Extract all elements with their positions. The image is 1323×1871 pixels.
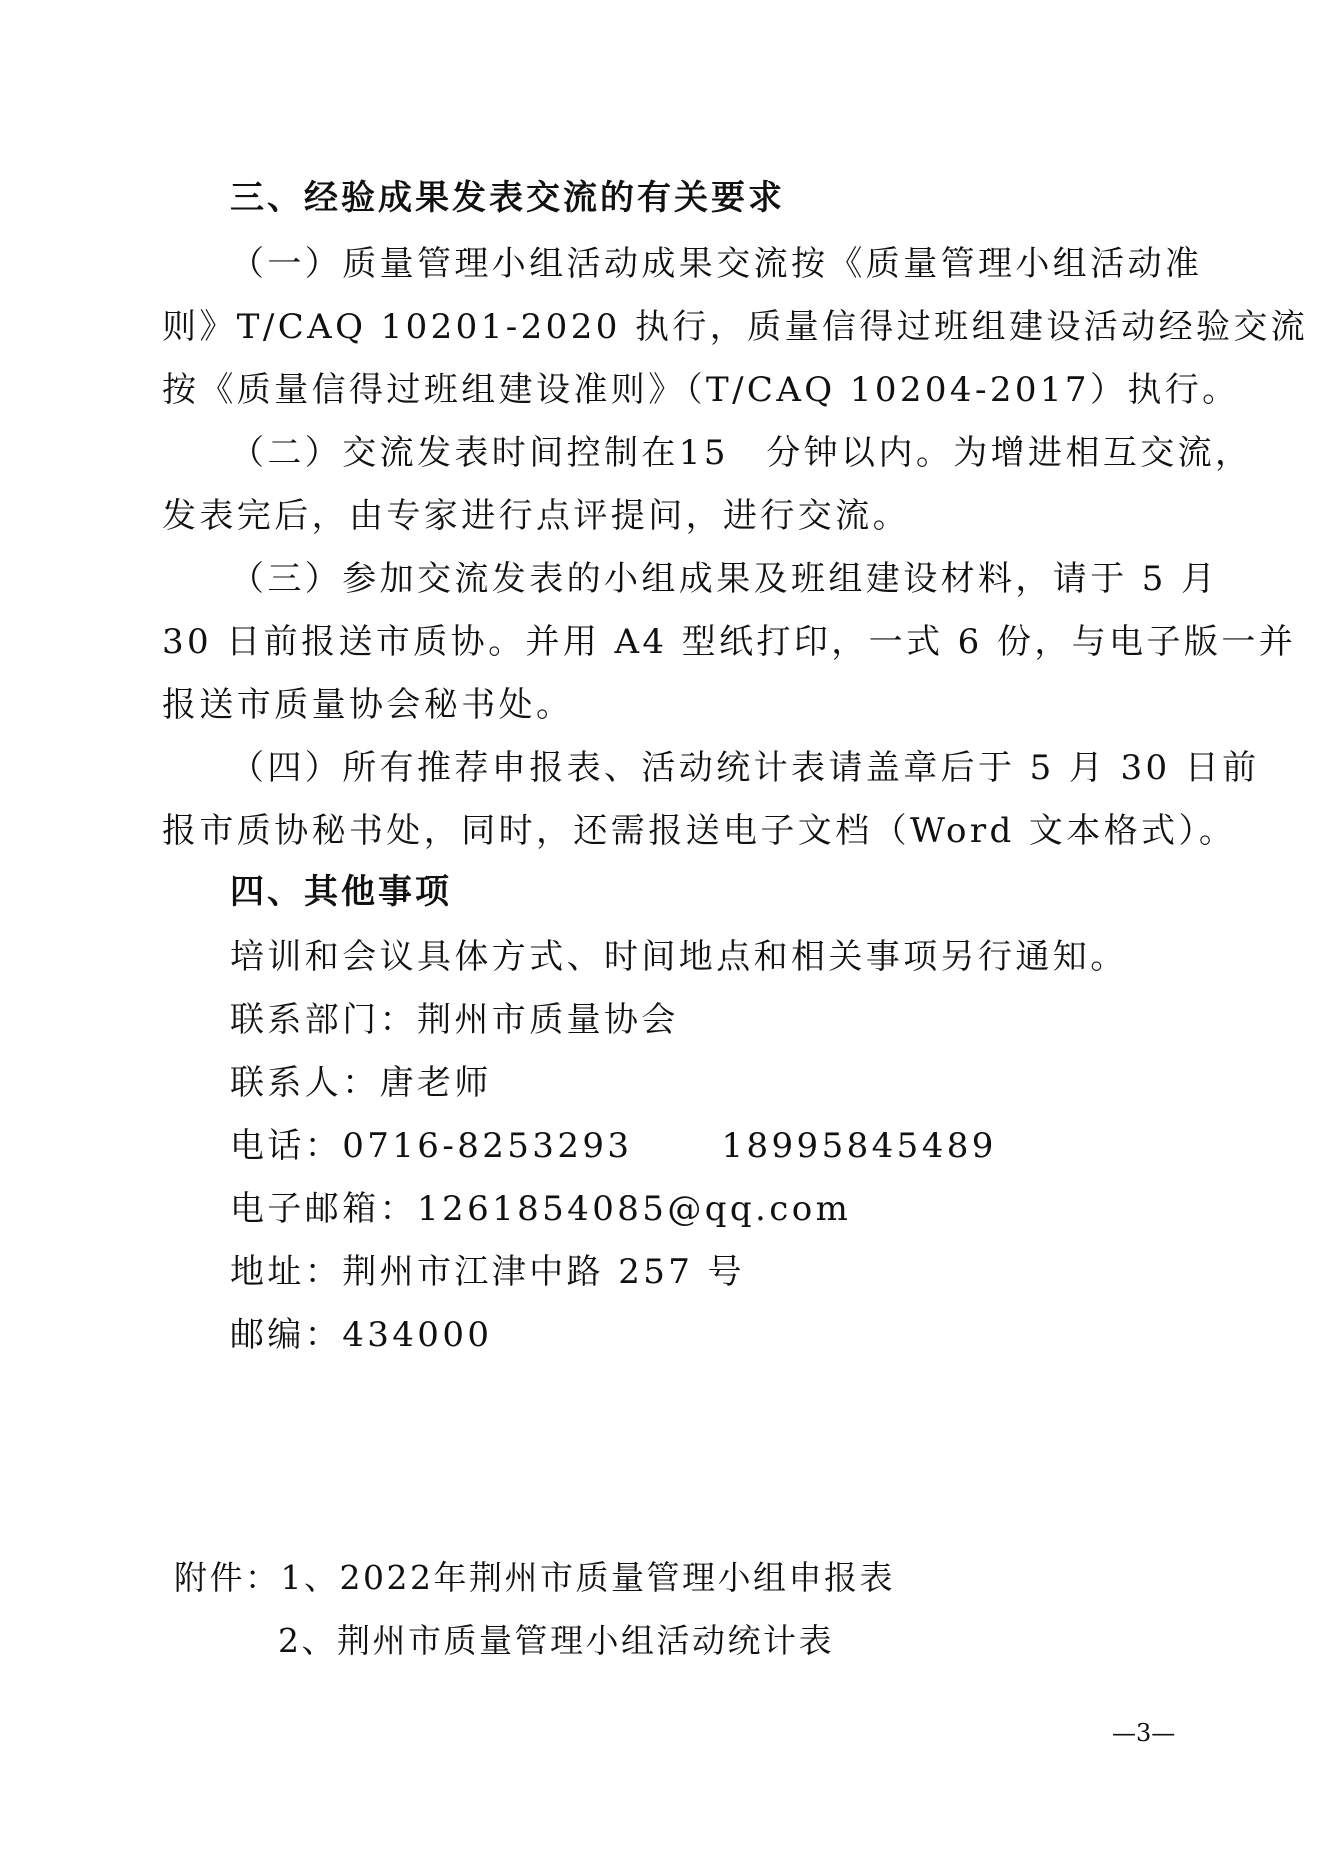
page-number: —3— <box>1112 1719 1176 1747</box>
contact-department: 联系部门：荆州市质量协会 <box>230 1000 679 1040</box>
section-3-heading: 三、经验成果发表交流的有关要求 <box>230 178 785 218</box>
item-1-line-1: （一）质量管理小组活动成果交流按《质量管理小组活动准 <box>230 244 1203 284</box>
item-2-line-1: （二）交流发表时间控制在15 分钟以内。为增进相互交流， <box>230 433 1253 473</box>
item-3-line-1: （三）参加交流发表的小组成果及班组建设材料，请于 5 月 <box>230 559 1219 599</box>
item-4-line-2: 报市质协秘书处，同时，还需报送电子文档（Word 文本格式）。 <box>162 811 1237 851</box>
attachment-line-2: 2、荆州市质量管理小组活动统计表 <box>278 1621 834 1660</box>
item-3-line-3: 报送市质量协会秘书处。 <box>162 685 574 725</box>
section-4-heading: 四、其他事项 <box>230 872 452 912</box>
contact-postcode: 邮编：434000 <box>230 1315 493 1355</box>
item-1-line-3: 按《质量信得过班组建设准则》（T/CAQ 10204-2017）执行。 <box>162 370 1240 410</box>
notice-text: 培训和会议具体方式、时间地点和相关事项另行通知。 <box>230 937 1128 977</box>
contact-address: 地址：荆州市江津中路 257 号 <box>230 1252 745 1292</box>
item-3-line-2: 30 日前报送市质协。并用 A4 型纸打印，一式 6 份，与电子版一并 <box>162 622 1297 662</box>
item-1-line-2: 则》T/CAQ 10201-2020 执行，质量信得过班组建设活动经验交流 <box>162 307 1309 347</box>
attachment-line-1: 附件：1、2022年荆州市质量管理小组申报表 <box>174 1558 895 1597</box>
contact-email: 电子邮箱：1261854085@qq.com <box>230 1189 852 1229</box>
item-4-line-1: （四）所有推荐申报表、活动统计表请盖章后于 5 月 30 日前 <box>230 748 1260 788</box>
contact-person: 联系人：唐老师 <box>230 1063 492 1103</box>
item-2-line-2: 发表完后，由专家进行点评提问，进行交流。 <box>162 496 910 536</box>
contact-phone: 电话：0716-8253293 18995845489 <box>230 1126 997 1166</box>
